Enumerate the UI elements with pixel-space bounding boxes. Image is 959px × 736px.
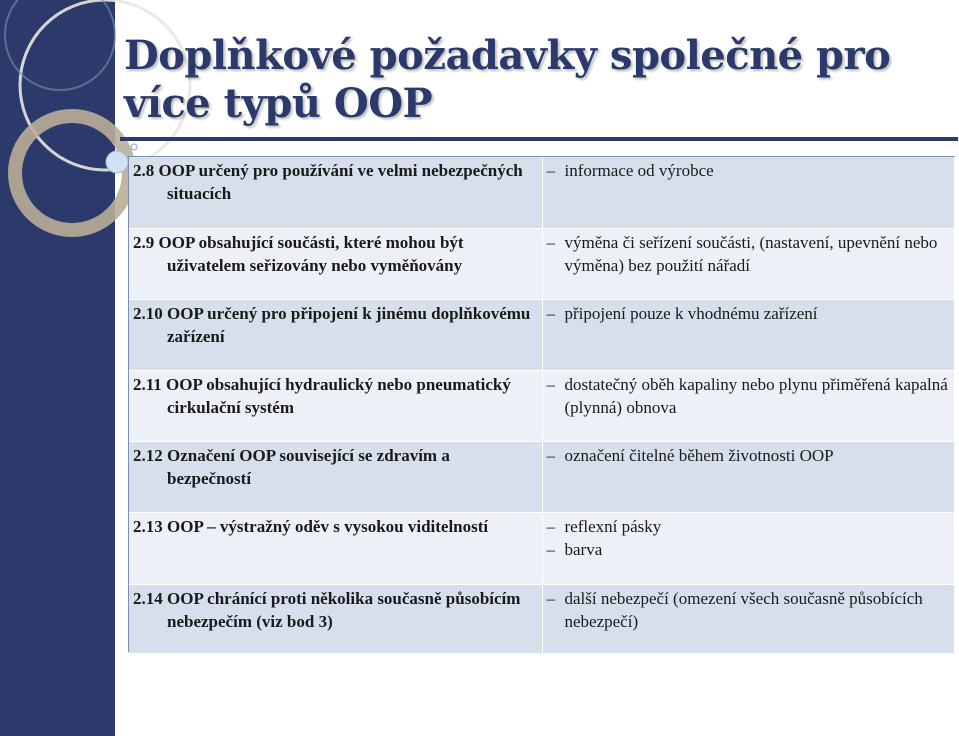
dash-bullet: – (546, 516, 555, 536)
requirements-table (128, 156, 955, 652)
measure-cell (542, 228, 954, 299)
measure-item (547, 538, 950, 561)
measure-text: barva (564, 539, 603, 559)
measure-item (547, 159, 950, 182)
measure-text: další nebezpečí (omezení všech současně působících nebezpečí) (564, 588, 923, 631)
measure-item (547, 444, 950, 467)
measure-item (547, 302, 950, 325)
requirement-cell (129, 299, 542, 370)
dash-bullet: – (546, 539, 555, 559)
requirement-cell (129, 512, 542, 584)
measure-item (547, 515, 950, 538)
table-row (129, 370, 954, 441)
measure-text: výměna či seřízení součásti, (nastavení, upevnění nebo výměna) bez použití nářadí (564, 232, 938, 275)
measure-cell (542, 370, 954, 441)
measure-cell (542, 157, 954, 228)
bullet-dot-small (131, 144, 137, 150)
table-row (129, 584, 954, 653)
measure-text: označení čitelné během životnosti OOP (564, 445, 834, 465)
title-divider (120, 137, 958, 141)
requirement-cell (129, 370, 542, 441)
table-row (129, 512, 954, 584)
table-row (129, 441, 954, 512)
measure-cell (542, 441, 954, 512)
measure-item (547, 231, 950, 277)
requirement-cell (129, 584, 542, 653)
requirement-cell (129, 157, 542, 228)
dash-bullet: – (546, 303, 555, 323)
dash-bullet: – (546, 588, 555, 608)
requirement-cell (129, 441, 542, 512)
measure-text: informace od výrobce (564, 161, 714, 180)
dash-bullet: – (546, 374, 555, 394)
dash-bullet: – (546, 161, 555, 180)
table-body (129, 157, 954, 653)
measure-cell (542, 512, 954, 584)
requirement-cell (129, 228, 542, 299)
measure-item (547, 587, 950, 633)
table-row (129, 157, 954, 228)
measure-item (547, 373, 950, 419)
measure-text: reflexní pásky (564, 516, 662, 536)
table-row (129, 228, 954, 299)
dash-bullet: – (546, 232, 555, 252)
measure-text: připojení pouze k vhodnému zařízení (564, 303, 818, 323)
measure-text: dostatečný oběh kapaliny nebo plynu přiměřená kapalná (plynná) obnova (564, 374, 948, 417)
requirement-text: 2.14 OOP chránící proti několika současně působícím nebezpečím (viz bod 3) (133, 588, 521, 631)
requirement-text: 2.13 OOP – výstražný oděv s vysokou viditelností (133, 516, 489, 536)
table-row (129, 299, 954, 370)
requirement-text: 2.9 OOP obsahující součásti, které mohou být uživatelem seřizovány nebo vyměňovány (133, 232, 464, 275)
measure-cell (542, 584, 954, 653)
page-title: Doplňkové požadavky společné pro více typů OOP (124, 32, 891, 127)
dash-bullet: – (546, 445, 555, 465)
measure-cell (542, 299, 954, 370)
requirement-text: 2.8 OOP určený pro používání ve velmi nebezpečných situacích (133, 161, 523, 203)
requirement-text: 2.12 Označení OOP související se zdravím a bezpečností (133, 445, 450, 488)
sidebar-band (0, 0, 115, 736)
requirement-text: 2.10 OOP určený pro připojení k jinému doplňkovému zařízení (133, 303, 531, 346)
requirement-text: 2.11 OOP obsahující hydraulický nebo pneumatický cirkulační systém (133, 374, 511, 417)
